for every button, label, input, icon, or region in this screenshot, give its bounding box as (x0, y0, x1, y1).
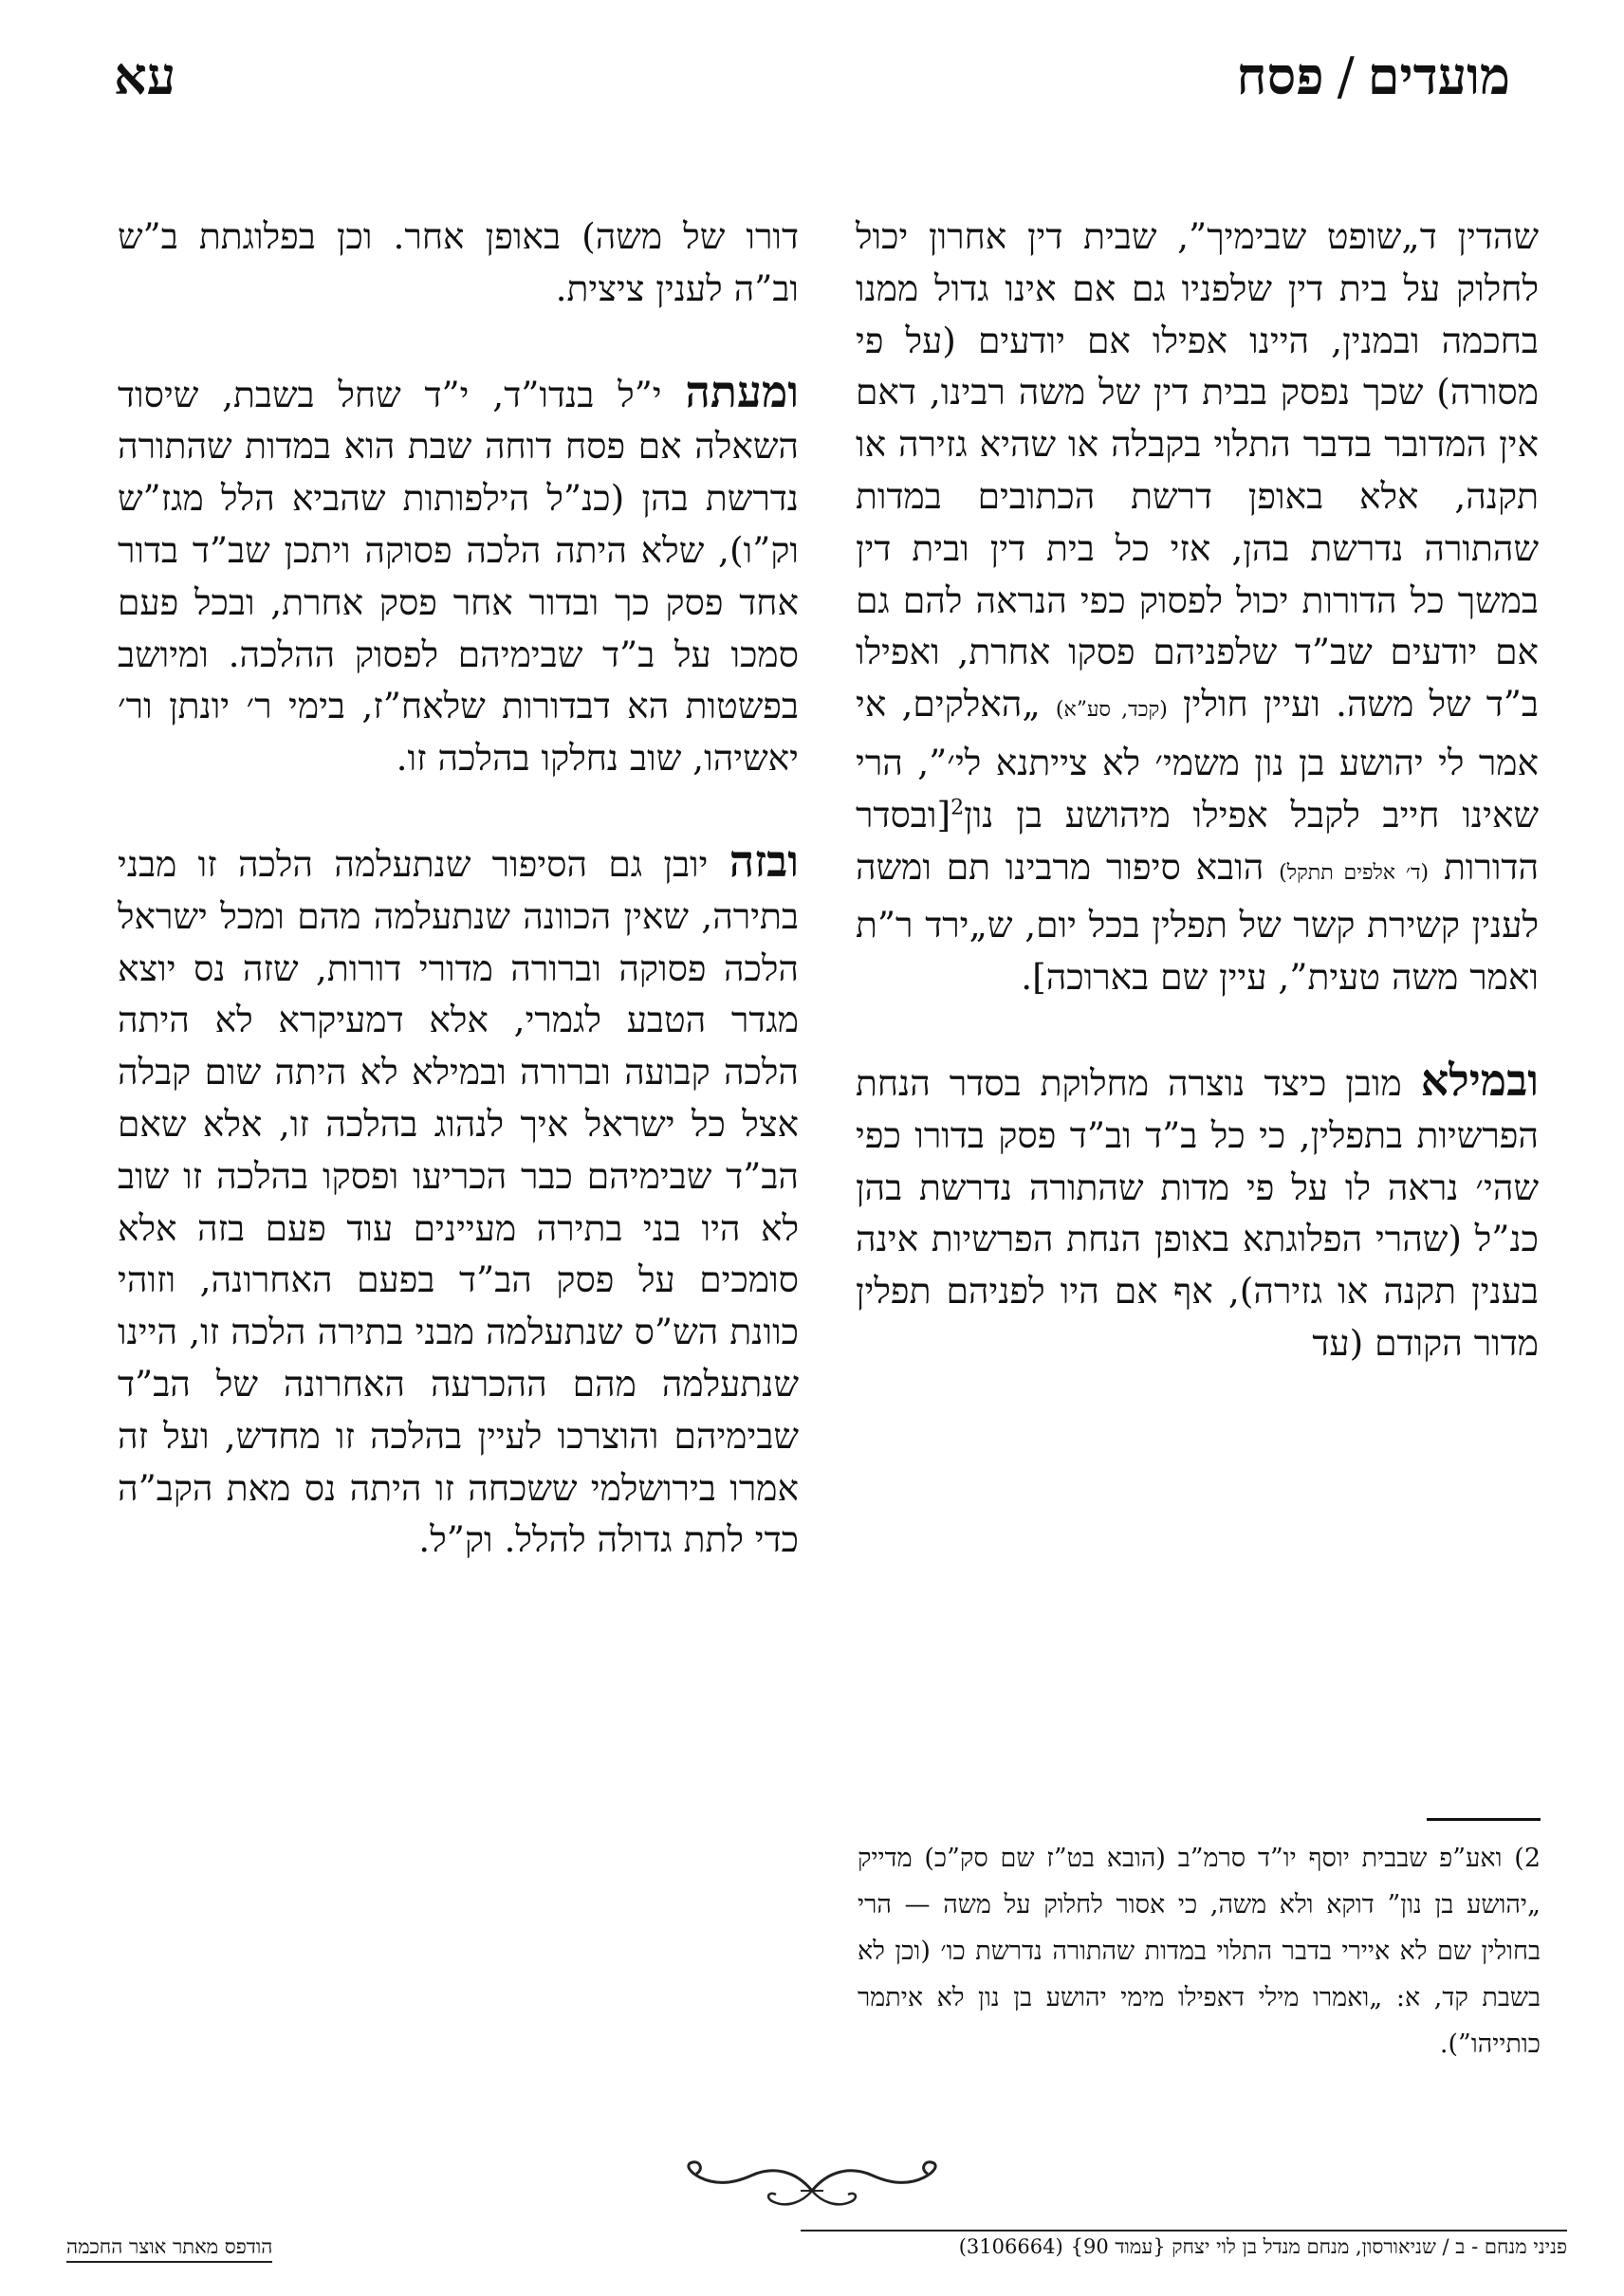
footer-record-id: (3106664) (958, 2235, 1063, 2258)
source-reference: (קכד, סע”א) (1055, 698, 1168, 723)
footer-printed-from: הודפס מאתר אוצר החכמה (66, 2235, 272, 2263)
running-header (114, 46, 1510, 121)
footnote: 2) ואע”פ שבבית יוסף יו”ד סרמ”ב (הובא בט”ז שם סק”כ) מדייק „יהושע בן נון” דוקא ולא משה, כי אסור לחלוק על משה — הרי בחולין שם לא איירי בדבר התלוי במדות שהתורה נדרשת כו׳ (וכן לא בשבת קד, א: „ואמרו מילי דאפילו מימי יהושע בן נון לא איתמר כותייהו”). (858, 1844, 1541, 2059)
paragraph-text: דורו של משה) באופן אחר. וכן בפלוגתת ב”ש וב”ה לענין ציצית. (118, 215, 799, 309)
footer-divider (801, 2230, 1567, 2232)
page-number: עא (114, 46, 176, 106)
footnote-marker: 2 (950, 796, 965, 820)
source-reference: (ד׳ אלפים תתקל) (1279, 860, 1430, 885)
running-title-part2: פסח (1236, 46, 1324, 106)
paragraph-text: מובן כיצד נוצרה מחלוקת בסדר הנחת הפרשיות בתפלין, כי כל ב”ד וב”ד פסק בדורו כפי שהי׳ נראה לו על פי מדות שהתורה נדרשת בהן כנ”ל (שהרי הפלוגתא באופן הנחת הפרשיות אינה בענין תקנה או גזירה), אף אם היו לפניהם תפלין מדור הקודם (עד (856, 1061, 1539, 1364)
paragraph (118, 211, 799, 315)
paragraph-text: שהדין ד„שופט שבימיך”, שבית דין אחרון יכול לחלוק על בית דין שלפניו גם אם אינו גדול ממנו בחכמה ובמנין, היינו אפילו אם יודעים (על פי מסורה) שכך נפסק בבית דין של משה רבינו, דאם אין המדובר בדבר התלוי בקבלה או שהיא גזירה או תקנה, אלא באופן דרשת הכתובים במדות שהתורה נדרשת בהן, אזי כל בית דין ובית דין במשך כל הדורות יכול לפסוק כפי הנראה להם גם אם יודעים שב”ד שלפניהם פסקו אחרת, ואפילו ב”ד של משה. ועיין חולין (856, 215, 1539, 726)
paragraph-text: הובא סיפור מרבינו תם ומשה לענין קשירת קשר של תפלין בכל יום, ש„ירד ר”ת ואמר משה טעית”, עיין שם בארוכה]. (856, 845, 1539, 999)
paragraph (856, 211, 1539, 1003)
running-title-part1: מועדים (1367, 46, 1510, 106)
footer-book-info (789, 2235, 1567, 2259)
paragraph (856, 1055, 1539, 1369)
paragraph-lead-word: ובמילא (1420, 1054, 1540, 1106)
flourish-ornament (681, 2153, 943, 2219)
right-column (856, 211, 1539, 1369)
paragraph-text: י”ל בנדו”ד, י”ד שחל בשבת, שיסוד השאלה אם פסח דוחה שבת הוא במדות שהתורה נדרשת בהן (כנ”ל הילפותות שהביא הלל מגז”ש וק”ו), שלא היתה הלכה פסוקה ויתכן שב”ד בדור אחד פסק כך ובדור אחר פסק אחרת, ובכל פעם סמכו על ב”ד שבימיהם לפסוק ההלכה. ומיושב בפשטות הא דבדורות שלאח”ז, בימי ר׳ יונתן ור׳ יאשיהו, שוב נחלקו בהלכה זו. (118, 373, 799, 780)
paragraph-text: „האלקים, אי אמר לי יהושע בן נון משמי׳ לא צייתנא לי׳”, הרי שאינו חייב לקבל אפילו מיהושע בן נון (856, 683, 1539, 836)
paragraph (118, 836, 799, 1566)
footnote-divider (1427, 1818, 1541, 1821)
paragraph-text: [ובסדר הדורות (856, 793, 1540, 888)
footer-book-title: פניני מנחם - ב / שניאורסון, מנחם מנדל בן לוי יצחק {עמוד 90} (1070, 2235, 1567, 2258)
paragraph (118, 366, 799, 784)
paragraph-lead-word: ומעתה (685, 365, 799, 417)
running-title (1237, 46, 1510, 106)
paragraph-text: יובן גם הסיפור שנתעלמה הלכה זו מבני בתירה, שאין הכוונה שנתעלמה מהם ומכל ישראל הלכה פסוקה וברורה מדורי דורות, שזה נס יוצא מגדר הטבע לגמרי, אלא דמעיקרא לא היתה הלכה קבועה וברורה ובמילא לא היתה שום קבלה אצל כל ישראל איך לנהוג בהלכה זו, אלא שאם הב”ד שבימיהם כבר הכריעו ופסקו בהלכה זו שוב לא היו בני בתירה מעיינים עוד פעם בזה אלא סומכים על פסק הב”ד בפעם האחרונה, וזוהי כוונת הש”ס שנתעלמה מבני בתירה הלכה זו, היינו שנתעלמה מהם ההכרעה האחרונה של הב”ד שבימיהם והוצרכו לעיין בהלכה זו מחדש, ועל זה אמרו בירושלמי ששכחה זו היתה נס מאת הקב”ה כדי לתת גדולה להלל. וק”ל. (118, 842, 799, 1561)
paragraph-lead-word: ובזה (729, 835, 799, 887)
running-title-separator: / (1337, 46, 1355, 106)
left-column (118, 211, 799, 1566)
